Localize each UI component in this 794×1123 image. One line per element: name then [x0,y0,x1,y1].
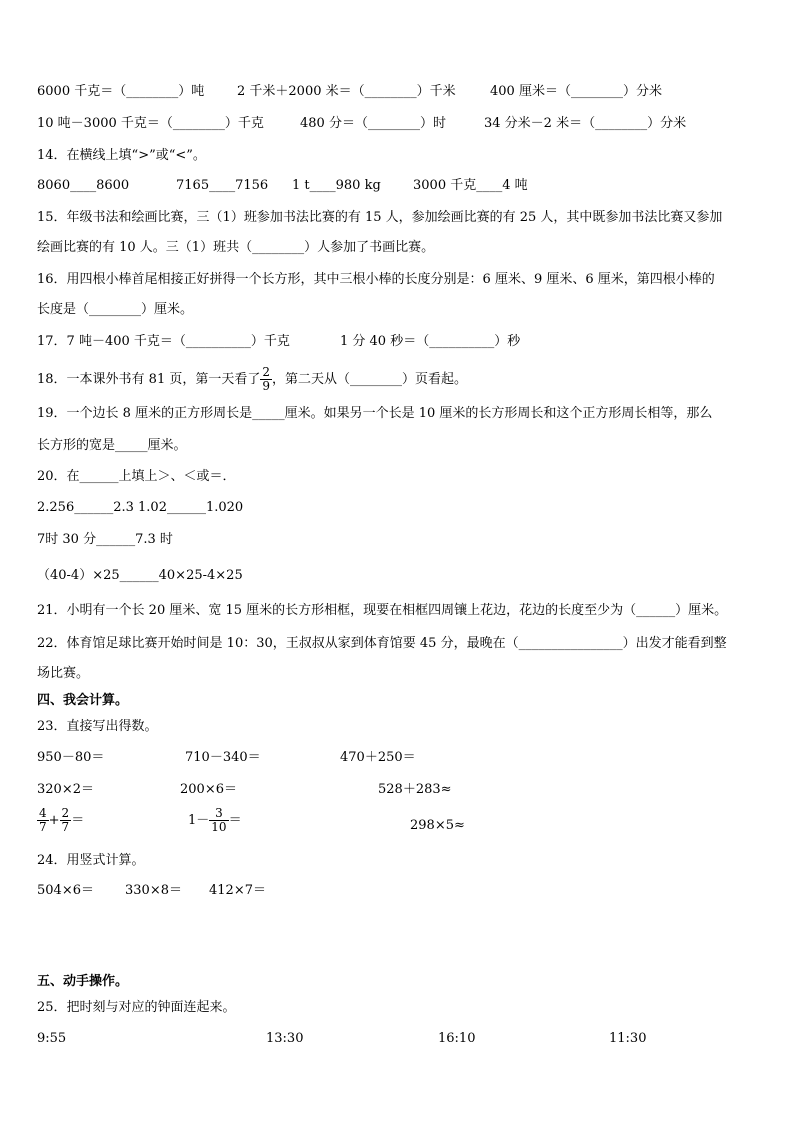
q18-prefix: 18．一本课外书有 81 页，第一天看了 [37,372,261,387]
conversion-6: 34 分米－2 米＝（________）分米 [484,116,687,131]
fraction-denominator: 7 [61,820,70,834]
q17-item-b: 1 分 40 秒＝（__________）秒 [340,334,521,349]
time-label: 16:10 [438,1031,476,1046]
q16-line-2: 长度是（________）厘米。 [37,302,194,317]
vertical-calc-item: 330×8＝ [125,883,182,898]
q22-line-1: 22．体育馆足球比赛开始时间是 10：30，王叔叔从家到体育馆要 45 分，最晚在（________________）出发才能看到整 [37,636,727,651]
q14-item-c: 1 t____980 kg [292,178,381,193]
calc-prefix: 1－ [188,813,210,828]
fraction-numerator: 2 [262,365,270,379]
plus-sign: + [48,813,60,828]
conversion-3: 400 厘米＝（________）分米 [490,84,662,99]
q18-line [37,366,467,393]
fraction [37,807,49,834]
fraction [60,807,72,834]
fraction-numerator: 3 [209,807,228,821]
q21-line: 21．小明有一个长 20 厘米、宽 15 厘米的长方形相框，现要在相框四周镶上花边，花边的长度至少为（______）厘米。 [37,603,728,618]
q14-item-b: 7165____7156 [176,178,269,193]
calc-item: 950－80＝ [37,750,105,765]
fraction [209,807,228,834]
q16-line-1: 16．用四根小棒首尾相接正好拼得一个长方形，其中三根小棒的长度分别是：6 厘米、9 厘米、6 厘米，第四根小棒的 [37,272,715,287]
q25-title: 25．把时刻与对应的钟面连起来。 [37,1000,236,1015]
q20-line-1: 2.256______2.3 1.02______1.020 [37,500,244,515]
q23-title: 23．直接写出得数。 [37,719,158,734]
vertical-calc-item: 412×7＝ [209,883,266,898]
calc-fraction-sum [37,806,84,836]
fraction-denominator: 7 [39,820,47,834]
calc-item: 298×5≈ [410,818,465,833]
q15-line-1: 15．年级书法和绘画比赛，三（1）班参加书法比赛的有 15 人，参加绘画比赛的有 25 人，其中既参加书法比赛又参加 [37,210,723,225]
fraction-denominator: 9 [262,379,270,393]
calc-item: 528＋283≈ [378,782,452,797]
equals-sign: ＝ [228,813,242,828]
fraction-numerator: 2 [61,806,70,820]
q14-item-a: 8060____8600 [37,178,130,193]
q14-title: 14．在横线上填“>”或“<”。 [37,148,206,163]
time-label: 9:55 [37,1031,67,1046]
q19-line-2: 长方形的宽是_____厘米。 [37,438,187,453]
calc-item: 470＋250＝ [340,750,416,765]
section-4-title: 四、我会计算。 [37,693,129,708]
fraction-numerator: 4 [39,806,47,820]
calc-fraction-diff [188,806,242,836]
conversion-4: 10 吨－3000 千克＝（________）千克 [37,116,264,131]
time-label: 13:30 [266,1031,304,1046]
section-5-title: 五、动手操作。 [37,974,129,989]
equals-sign: ＝ [71,813,85,828]
q20-line-2: 7时 30 分______7.3 时 [37,532,173,547]
calc-item: 710－340＝ [185,750,261,765]
conversion-5: 480 分＝（________）时 [300,116,446,131]
time-label: 11:30 [609,1031,647,1046]
q20-line-3: （40-4）×25______40×25-4×25 [37,568,243,583]
q14-item-d: 3000 千克____4 吨 [413,178,528,193]
vertical-calc-item: 504×6＝ [37,883,94,898]
q17-item-a: 17．7 吨－400 千克＝（__________）千克 [37,334,290,349]
fraction [260,366,272,393]
q19-line-1: 19．一个边长 8 厘米的正方形周长是_____厘米。如果另一个长是 10 厘米的长方形周长和这个正方形周长相等，那么 [37,406,713,421]
q18-suffix: ，第二天从（________）页看起。 [272,372,468,387]
fraction-denominator: 10 [211,820,227,834]
q15-line-2: 绘画比赛的有 10 人。三（1）班共（________）人参加了书画比赛。 [37,240,435,255]
q24-title: 24．用竖式计算。 [37,853,145,868]
calc-item: 200×6＝ [180,782,237,797]
conversion-1: 6000 千克＝（________）吨 [37,84,205,99]
q22-line-2: 场比赛。 [37,666,90,681]
calc-item: 320×2＝ [37,782,94,797]
conversion-2: 2 千米＋2000 米＝（________）千米 [237,84,456,99]
q20-title: 20．在______上填上＞、＜或＝． [37,469,236,484]
